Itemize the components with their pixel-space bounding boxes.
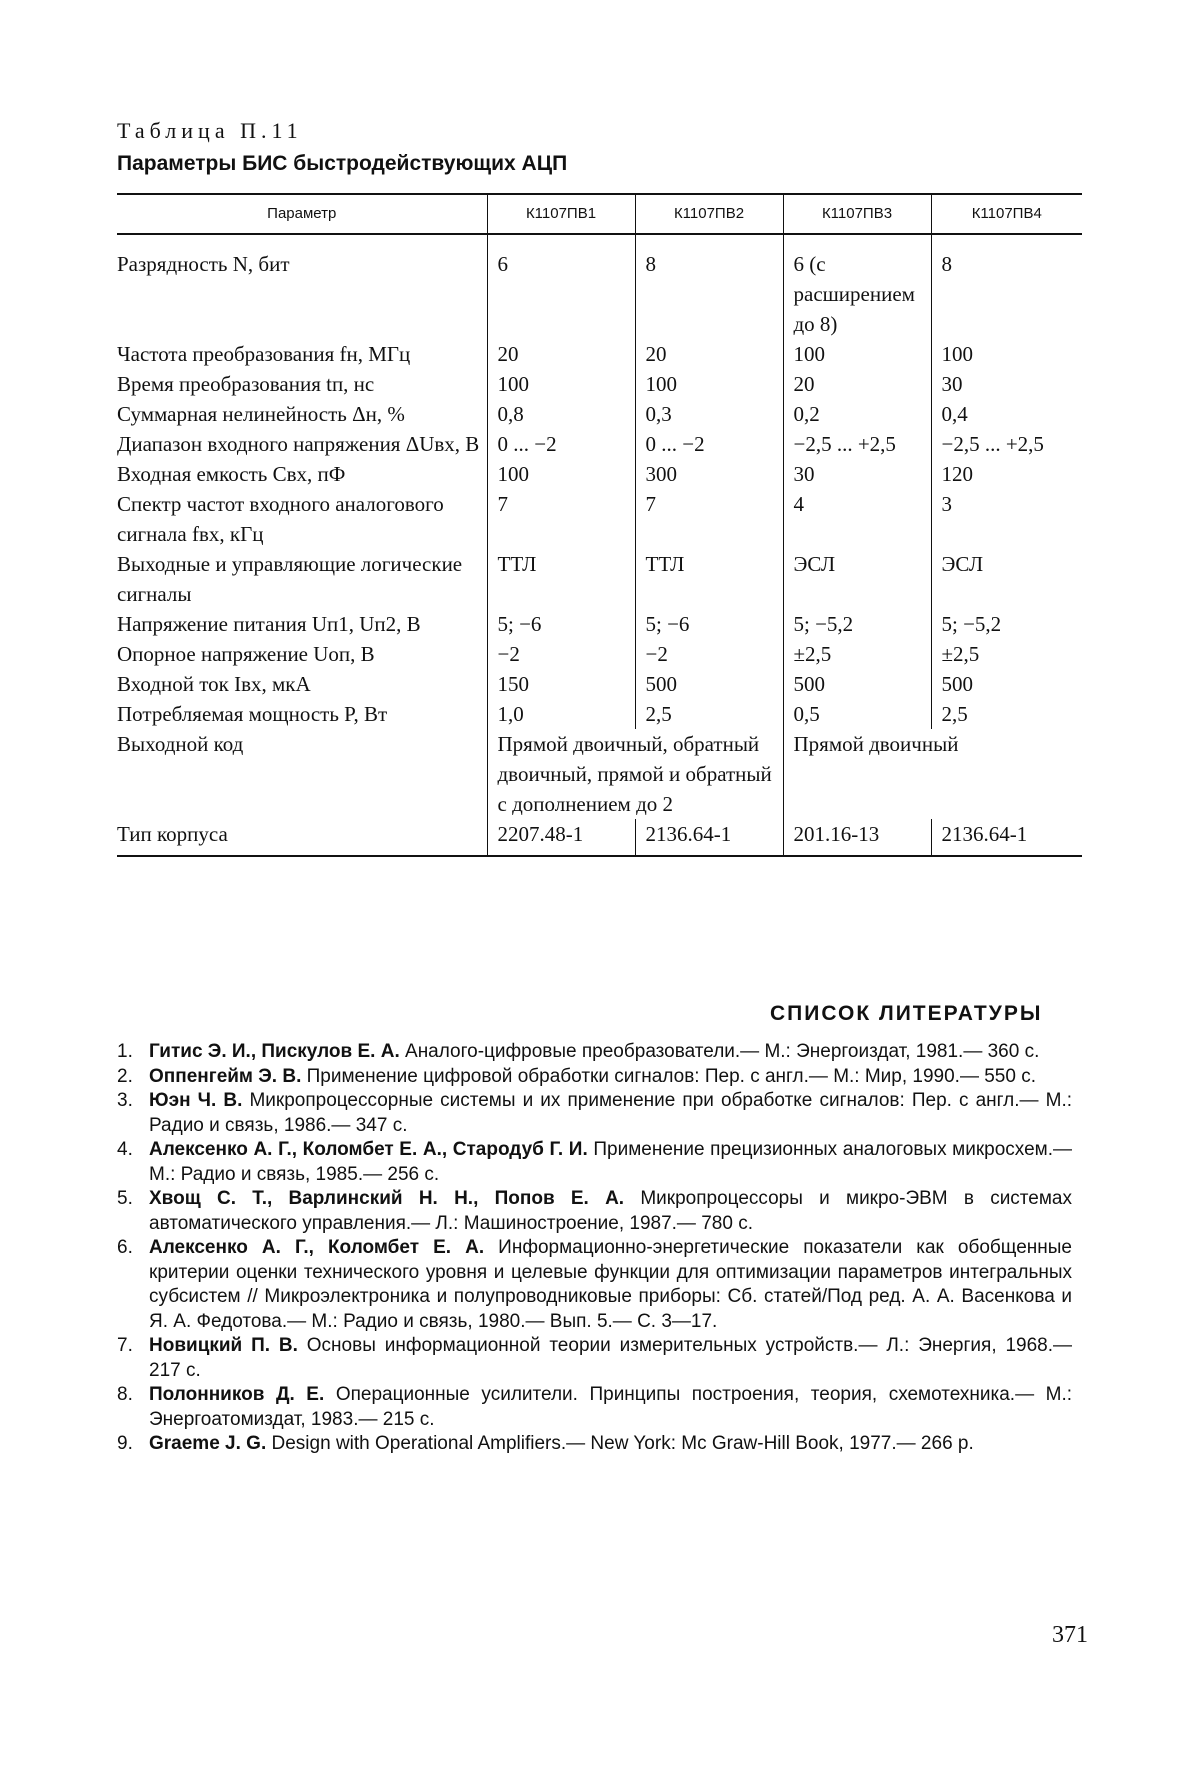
- cell-pv2: 300: [635, 459, 783, 489]
- row-label: Опорное напряжение Uоп, В: [117, 639, 487, 669]
- reference-text: Design with Operational Amplifiers.— New York: Mc Graw-Hill Book, 1977.— 266 p.: [272, 1433, 974, 1454]
- row-label: Спектр частот входного аналогового сигнала fвх, кГц: [117, 489, 487, 549]
- row-label: Входной ток Iвх, мкА: [117, 669, 487, 699]
- reference-number: 3.: [117, 1089, 133, 1114]
- row-label: Входная емкость Cвх, пФ: [117, 459, 487, 489]
- cell-pv1: −2: [487, 639, 635, 669]
- reference-text: Операционные усилители. Принципы построения, теория, схемотехника.— М.: Энергоатомиздат, 1983.— 215 с.: [149, 1384, 1072, 1430]
- cell-pv2: ТТЛ: [635, 549, 783, 609]
- cell-pv1: 0,8: [487, 399, 635, 429]
- reference-text: Микропроцессоры и микро-ЭВМ в системах автоматического управления.— Л.: Машиностроение, 1987.— 780 с.: [149, 1188, 1072, 1234]
- table-row: [117, 459, 1082, 489]
- row-label: Диапазон входного напряжения ΔUвх, В: [117, 429, 487, 459]
- cell-pv4: 2136.64-1: [931, 819, 1082, 856]
- cell-pv4: 100: [931, 339, 1082, 369]
- cell-pv2: 0 ... −2: [635, 429, 783, 459]
- table-caption: Таблица П.11: [117, 118, 303, 144]
- cell-pv3: 201.16-13: [783, 819, 931, 856]
- reference-text: Аналого-цифровые преобразователи.— М.: Энергоиздат, 1981.— 360 с.: [405, 1041, 1039, 1062]
- cell-pv4: 8: [931, 234, 1082, 339]
- reference-number: 7.: [117, 1334, 133, 1359]
- row-label: Время преобразования tп, нс: [117, 369, 487, 399]
- cell-pv4: 2,5: [931, 699, 1082, 729]
- reference-text: Информационно-энергетические показатели как обобщенные критерии оценки технического уровня и целевые функции для оптимизации параметров интегральных субсистем // Микроэлектроника и полупроводниковые приборы: Сб. статей/Под ред. А. А. Васенкова и Я. А. Федотова.— М.: Радио и связь, 1980.— Вып. 5.— С. 3—17.: [149, 1237, 1072, 1332]
- table-row: [117, 369, 1082, 399]
- reference-number: 8.: [117, 1383, 133, 1408]
- cell-pv1: 5; −6: [487, 609, 635, 639]
- cell-pv2: 100: [635, 369, 783, 399]
- cell-pv4: 120: [931, 459, 1082, 489]
- cell-pv3: 20: [783, 369, 931, 399]
- reference-number: 4.: [117, 1138, 133, 1163]
- cell-pv3: 5; −5,2: [783, 609, 931, 639]
- cell-pv2: 8: [635, 234, 783, 339]
- reference-authors: Оппенгейм Э. В.: [149, 1066, 301, 1087]
- reference-item: [117, 1383, 1072, 1432]
- cell-pv1: 0 ... −2: [487, 429, 635, 459]
- cell-pv4: ЭСЛ: [931, 549, 1082, 609]
- cell-pv2: 500: [635, 669, 783, 699]
- reference-number: 1.: [117, 1040, 133, 1065]
- header-k1107pv2: К1107ПВ2: [635, 194, 783, 234]
- cell-pv3: ЭСЛ: [783, 549, 931, 609]
- header-parameter: Параметр: [117, 194, 487, 234]
- cell-pv1: ТТЛ: [487, 549, 635, 609]
- reference-item: [117, 1187, 1072, 1236]
- cell-pv1: 150: [487, 669, 635, 699]
- reference-authors: Гитис Э. И., Пискулов Е. А.: [149, 1041, 400, 1062]
- cell-pv3: 6 (с расширением до 8): [783, 234, 931, 339]
- cell-pv4: 30: [931, 369, 1082, 399]
- reference-text: Основы информационной теории измерительных устройств.— Л.: Энергия, 1968.— 217 с.: [149, 1335, 1072, 1381]
- cell-pv1: 7: [487, 489, 635, 549]
- reference-item: [117, 1065, 1072, 1090]
- header-k1107pv4: К1107ПВ4: [931, 194, 1082, 234]
- cell-pv1: 6: [487, 234, 635, 339]
- table-row-package: [117, 819, 1082, 856]
- reference-item: [117, 1334, 1072, 1383]
- table-row: [117, 669, 1082, 699]
- table-row: [117, 399, 1082, 429]
- cell-pv4: 5; −5,2: [931, 609, 1082, 639]
- reference-number: 2.: [117, 1065, 133, 1090]
- page: [0, 0, 1200, 1765]
- table-row-output-code: [117, 729, 1082, 819]
- header-k1107pv1: К1107ПВ1: [487, 194, 635, 234]
- reference-item: [117, 1432, 1072, 1457]
- reference-authors: Юэн Ч. В.: [149, 1090, 242, 1111]
- cell-pv3-pv4: Прямой двоичный: [783, 729, 1082, 819]
- reference-item: [117, 1089, 1072, 1138]
- row-label: Выходные и управляющие логические сигналы: [117, 549, 487, 609]
- table-header-row: [117, 194, 1082, 234]
- reference-number: 6.: [117, 1236, 133, 1261]
- reference-item: [117, 1236, 1072, 1334]
- reference-authors: Новицкий П. В.: [149, 1335, 298, 1356]
- reference-text: Применение прецизионных аналоговых микросхем.— М.: Радио и связь, 1985.— 256 с.: [149, 1139, 1072, 1185]
- cell-pv4: ±2,5: [931, 639, 1082, 669]
- table-title: Параметры БИС быстродействующих АЦП: [117, 152, 567, 176]
- table-row: [117, 639, 1082, 669]
- reference-text: Применение цифровой обработки сигналов: Пер. с англ.— М.: Мир, 1990.— 550 с.: [307, 1066, 1036, 1087]
- table-row: [117, 699, 1082, 729]
- reference-authors: Graeme J. G.: [149, 1433, 266, 1454]
- reference-item: [117, 1040, 1072, 1065]
- reference-text: Микропроцессорные системы и их применение при обработке сигналов: Пер. с англ.— М.: Радио и связь, 1986.— 347 с.: [149, 1090, 1072, 1136]
- cell-pv1-pv2: Прямой двоичный, обратный двоичный, прямой и обратный с дополнением до 2: [487, 729, 783, 819]
- row-label: Потребляемая мощность P, Вт: [117, 699, 487, 729]
- cell-pv3: 500: [783, 669, 931, 699]
- table-row: [117, 549, 1082, 609]
- cell-pv2: −2: [635, 639, 783, 669]
- cell-pv2: 7: [635, 489, 783, 549]
- cell-pv3: 30: [783, 459, 931, 489]
- cell-pv2: 0,3: [635, 399, 783, 429]
- table-row: [117, 609, 1082, 639]
- cell-pv1: 100: [487, 369, 635, 399]
- reference-authors: Алексенко А. Г., Коломбет Е. А., Стародуб Г. И.: [149, 1139, 588, 1160]
- cell-pv3: −2,5 ... +2,5: [783, 429, 931, 459]
- cell-pv3: ±2,5: [783, 639, 931, 669]
- reference-authors: Хвощ С. Т., Варлинский Н. Н., Попов Е. А.: [149, 1188, 624, 1209]
- table-row: [117, 339, 1082, 369]
- table-body: [117, 234, 1082, 856]
- cell-pv2: 20: [635, 339, 783, 369]
- cell-pv2: 2136.64-1: [635, 819, 783, 856]
- header-k1107pv3: К1107ПВ3: [783, 194, 931, 234]
- cell-pv2: 2,5: [635, 699, 783, 729]
- cell-pv3: 4: [783, 489, 931, 549]
- cell-pv3: 100: [783, 339, 931, 369]
- reference-authors: Алексенко А. Г., Коломбет Е. А.: [149, 1237, 484, 1258]
- reference-authors: Полонников Д. Е.: [149, 1384, 324, 1405]
- cell-pv4: 500: [931, 669, 1082, 699]
- cell-pv3: 0,5: [783, 699, 931, 729]
- row-label: Тип корпуса: [117, 819, 487, 856]
- cell-pv4: 0,4: [931, 399, 1082, 429]
- row-label: Суммарная нелинейность Δн, %: [117, 399, 487, 429]
- cell-pv4: −2,5 ... +2,5: [931, 429, 1082, 459]
- reference-item: [117, 1138, 1072, 1187]
- cell-pv1: 1,0: [487, 699, 635, 729]
- table-row: [117, 489, 1082, 549]
- cell-pv1: 100: [487, 459, 635, 489]
- reference-number: 9.: [117, 1432, 133, 1457]
- reference-number: 5.: [117, 1187, 133, 1212]
- cell-pv1: 20: [487, 339, 635, 369]
- references-title: СПИСОК ЛИТЕРАТУРЫ: [770, 1002, 1042, 1026]
- parameters-table: [117, 193, 1082, 857]
- references-list: [117, 1040, 1072, 1457]
- cell-pv2: 5; −6: [635, 609, 783, 639]
- table-row: [117, 234, 1082, 339]
- cell-pv1: 2207.48-1: [487, 819, 635, 856]
- cell-pv3: 0,2: [783, 399, 931, 429]
- cell-pv4: 3: [931, 489, 1082, 549]
- table-row: [117, 429, 1082, 459]
- row-label: Разрядность N, бит: [117, 234, 487, 339]
- row-label: Напряжение питания Uп1, Uп2, В: [117, 609, 487, 639]
- page-number: 371: [1052, 1622, 1088, 1649]
- row-label: Частота преобразования fн, МГц: [117, 339, 487, 369]
- row-label: Выходной код: [117, 729, 487, 819]
